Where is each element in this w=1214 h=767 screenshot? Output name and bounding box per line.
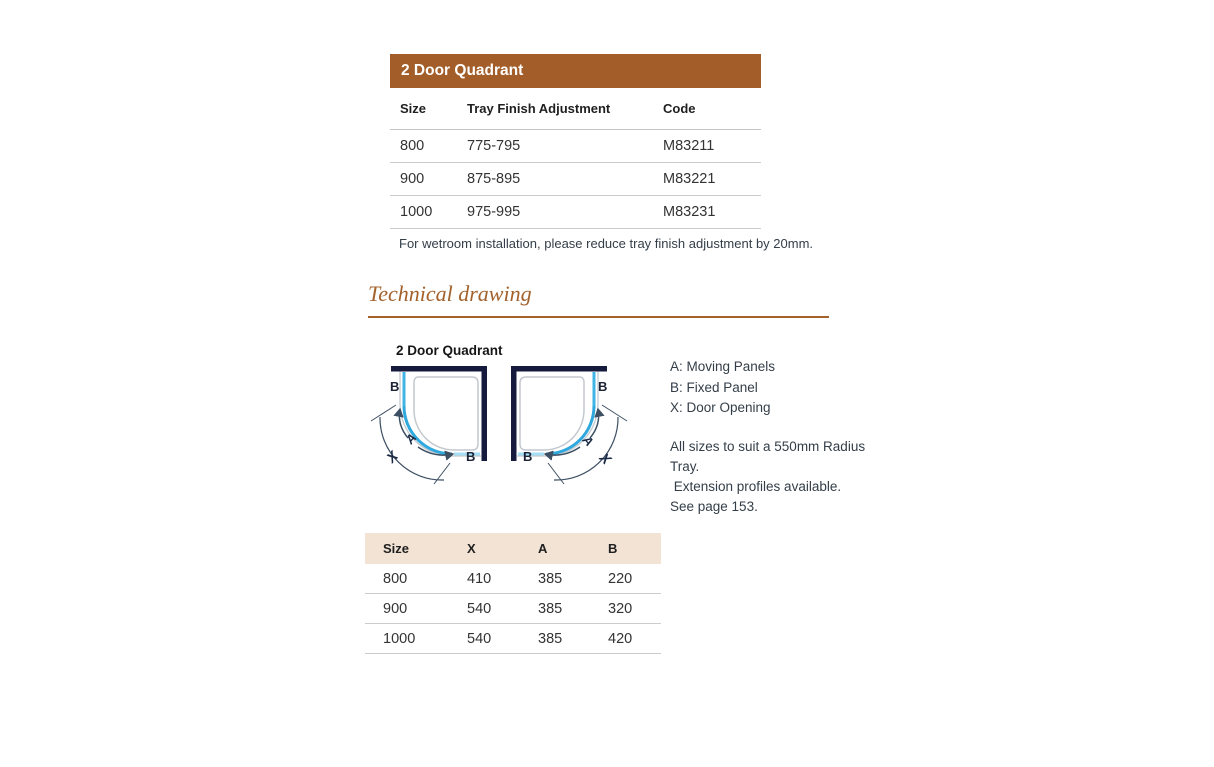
wall-top — [391, 366, 487, 372]
cell-x: 540 — [467, 600, 492, 617]
note-line: Tray. — [670, 459, 700, 474]
label-fixed-panel: B — [598, 379, 608, 394]
cell-a: 385 — [538, 570, 563, 587]
tick-mark — [602, 405, 627, 421]
legend-door-opening: X: Door Opening — [670, 400, 771, 415]
cell-size: 1000 — [383, 630, 416, 647]
tray-outline — [414, 377, 478, 450]
note-line: See page 153. — [670, 499, 758, 514]
section-heading: Technical drawing — [368, 281, 829, 318]
label-fixed-panel: B — [523, 449, 533, 464]
cell-size: 800 — [383, 570, 408, 587]
table-row — [365, 624, 661, 654]
note-line: Extension profiles available. — [670, 479, 842, 494]
cell-b: 420 — [608, 630, 633, 647]
tick-mark — [371, 405, 396, 421]
label-door-opening: X — [596, 449, 615, 468]
tick-mark — [434, 463, 450, 484]
tray-outline — [520, 377, 584, 450]
tick-mark — [548, 463, 564, 484]
cell-tray: 875-895 — [467, 171, 521, 187]
cell-size: 1000 — [400, 204, 433, 220]
label-fixed-panel: B — [466, 449, 476, 464]
cell-x: 410 — [467, 570, 492, 587]
spec-table — [390, 88, 761, 229]
table-row — [390, 163, 761, 196]
cell-size: 800 — [400, 138, 425, 154]
table-row — [365, 594, 661, 624]
table-row — [390, 130, 761, 163]
label-door-opening: X — [383, 447, 402, 466]
wall-top — [511, 366, 607, 372]
cell-a: 385 — [538, 600, 563, 617]
note-line: All sizes to suit a 550mm Radius — [670, 439, 866, 454]
cell-size: 900 — [400, 171, 425, 187]
column-header-b: B — [608, 541, 618, 556]
column-header-size: Size — [383, 541, 410, 556]
dimensions-table — [365, 533, 661, 654]
label-moving-panel: A — [579, 433, 597, 450]
quadrant-diagram-right — [497, 360, 632, 495]
column-header-size: Size — [400, 101, 427, 116]
legend-moving-panels: A: Moving Panels — [670, 359, 776, 374]
cell-x: 540 — [467, 630, 492, 647]
technical-notes — [670, 437, 865, 517]
cell-b: 220 — [608, 570, 633, 587]
legend-fixed-panel: B: Fixed Panel — [670, 379, 758, 395]
quadrant-diagram-left — [366, 360, 501, 495]
drawing-title: 2 Door Quadrant — [396, 343, 503, 358]
wall-right — [482, 366, 488, 461]
curved-glass — [404, 406, 452, 454]
column-header-x: X — [467, 541, 476, 556]
spec-title-bar: 2 Door Quadrant — [390, 54, 761, 88]
column-header-a: A — [538, 541, 548, 556]
table-row — [365, 564, 661, 594]
label-moving-panel: A — [402, 430, 420, 447]
cell-tray: 975-995 — [467, 204, 521, 220]
column-header-code: Code — [663, 101, 696, 116]
cell-size: 900 — [383, 600, 408, 617]
cell-b: 320 — [608, 600, 633, 617]
cell-tray: 775-795 — [467, 138, 521, 154]
label-fixed-panel: B — [390, 379, 400, 394]
wall-left — [511, 366, 517, 461]
cell-code: M83211 — [663, 138, 715, 154]
table-row — [390, 196, 761, 229]
cell-a: 385 — [538, 630, 563, 647]
column-header-tray: Tray Finish Adjustment — [467, 101, 611, 116]
cell-code: M83221 — [663, 171, 716, 187]
diagram-legend — [670, 357, 775, 419]
wetroom-note: For wetroom installation, please reduce tray finish adjustment by 20mm. — [399, 236, 814, 251]
dimensions-table-header — [365, 533, 661, 564]
spec-table-header — [390, 88, 761, 130]
cell-code: M83231 — [663, 204, 716, 220]
